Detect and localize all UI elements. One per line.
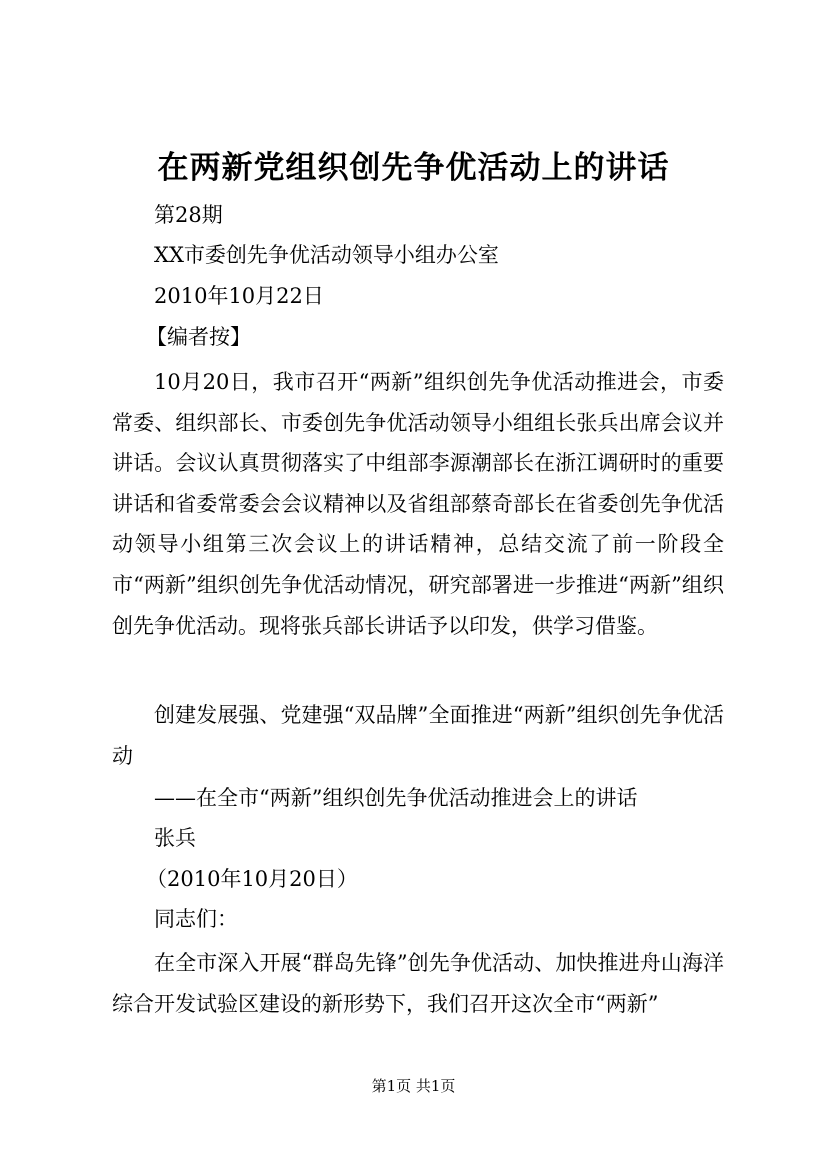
editor-note-paragraph: 10月20日，我市召开“两新”组织创先争优活动推进会，市委常委、组织部长、市委创先争优活动领导小组组长张兵出席会议并讲话。会议认真贯彻落实了中组部李源潮部长在浙江调研时的重要讲话和省委常委会会议精神以及省组部蔡奇部长在省委创先争优活动领导小组第三次会议上的讲话精神，总结交流了前一阶段全市“两新”组织创先争优活动情况，研究部署进一步推进“两新”组织创先争优活动。现将张兵部长讲话予以印发，供学习借鉴。 bbox=[112, 370, 724, 638]
speaker-name: 张兵 bbox=[154, 826, 196, 850]
editor-note-label: 【编者按】 bbox=[146, 325, 251, 349]
issuing-office: XX市委创先争优活动领导小组办公室 bbox=[154, 243, 499, 267]
page-footer: 第1页 共1页 bbox=[371, 1077, 456, 1095]
speech-date: （2010年10月20日） bbox=[146, 867, 358, 891]
body-paragraph: 在全市深入开展“群岛先锋”创先争优活动、加快推进舟山海洋综合开发试验区建设的新形势下，我们召开这次全市“两新” bbox=[112, 951, 724, 1016]
speech-title: 创建发展强、党建强“双品牌”全面推进“两新”组织创先争优活动 bbox=[112, 703, 724, 768]
document-title: 在两新党组织创先争优活动上的讲话 bbox=[157, 150, 670, 186]
salutation: 同志们： bbox=[154, 907, 238, 931]
speech-subtitle: ——在全市“两新”组织创先争优活动推进会上的讲话 bbox=[154, 786, 638, 810]
issue-date: 2010年10月22日 bbox=[154, 284, 324, 308]
issue-number: 第28期 bbox=[154, 203, 223, 227]
